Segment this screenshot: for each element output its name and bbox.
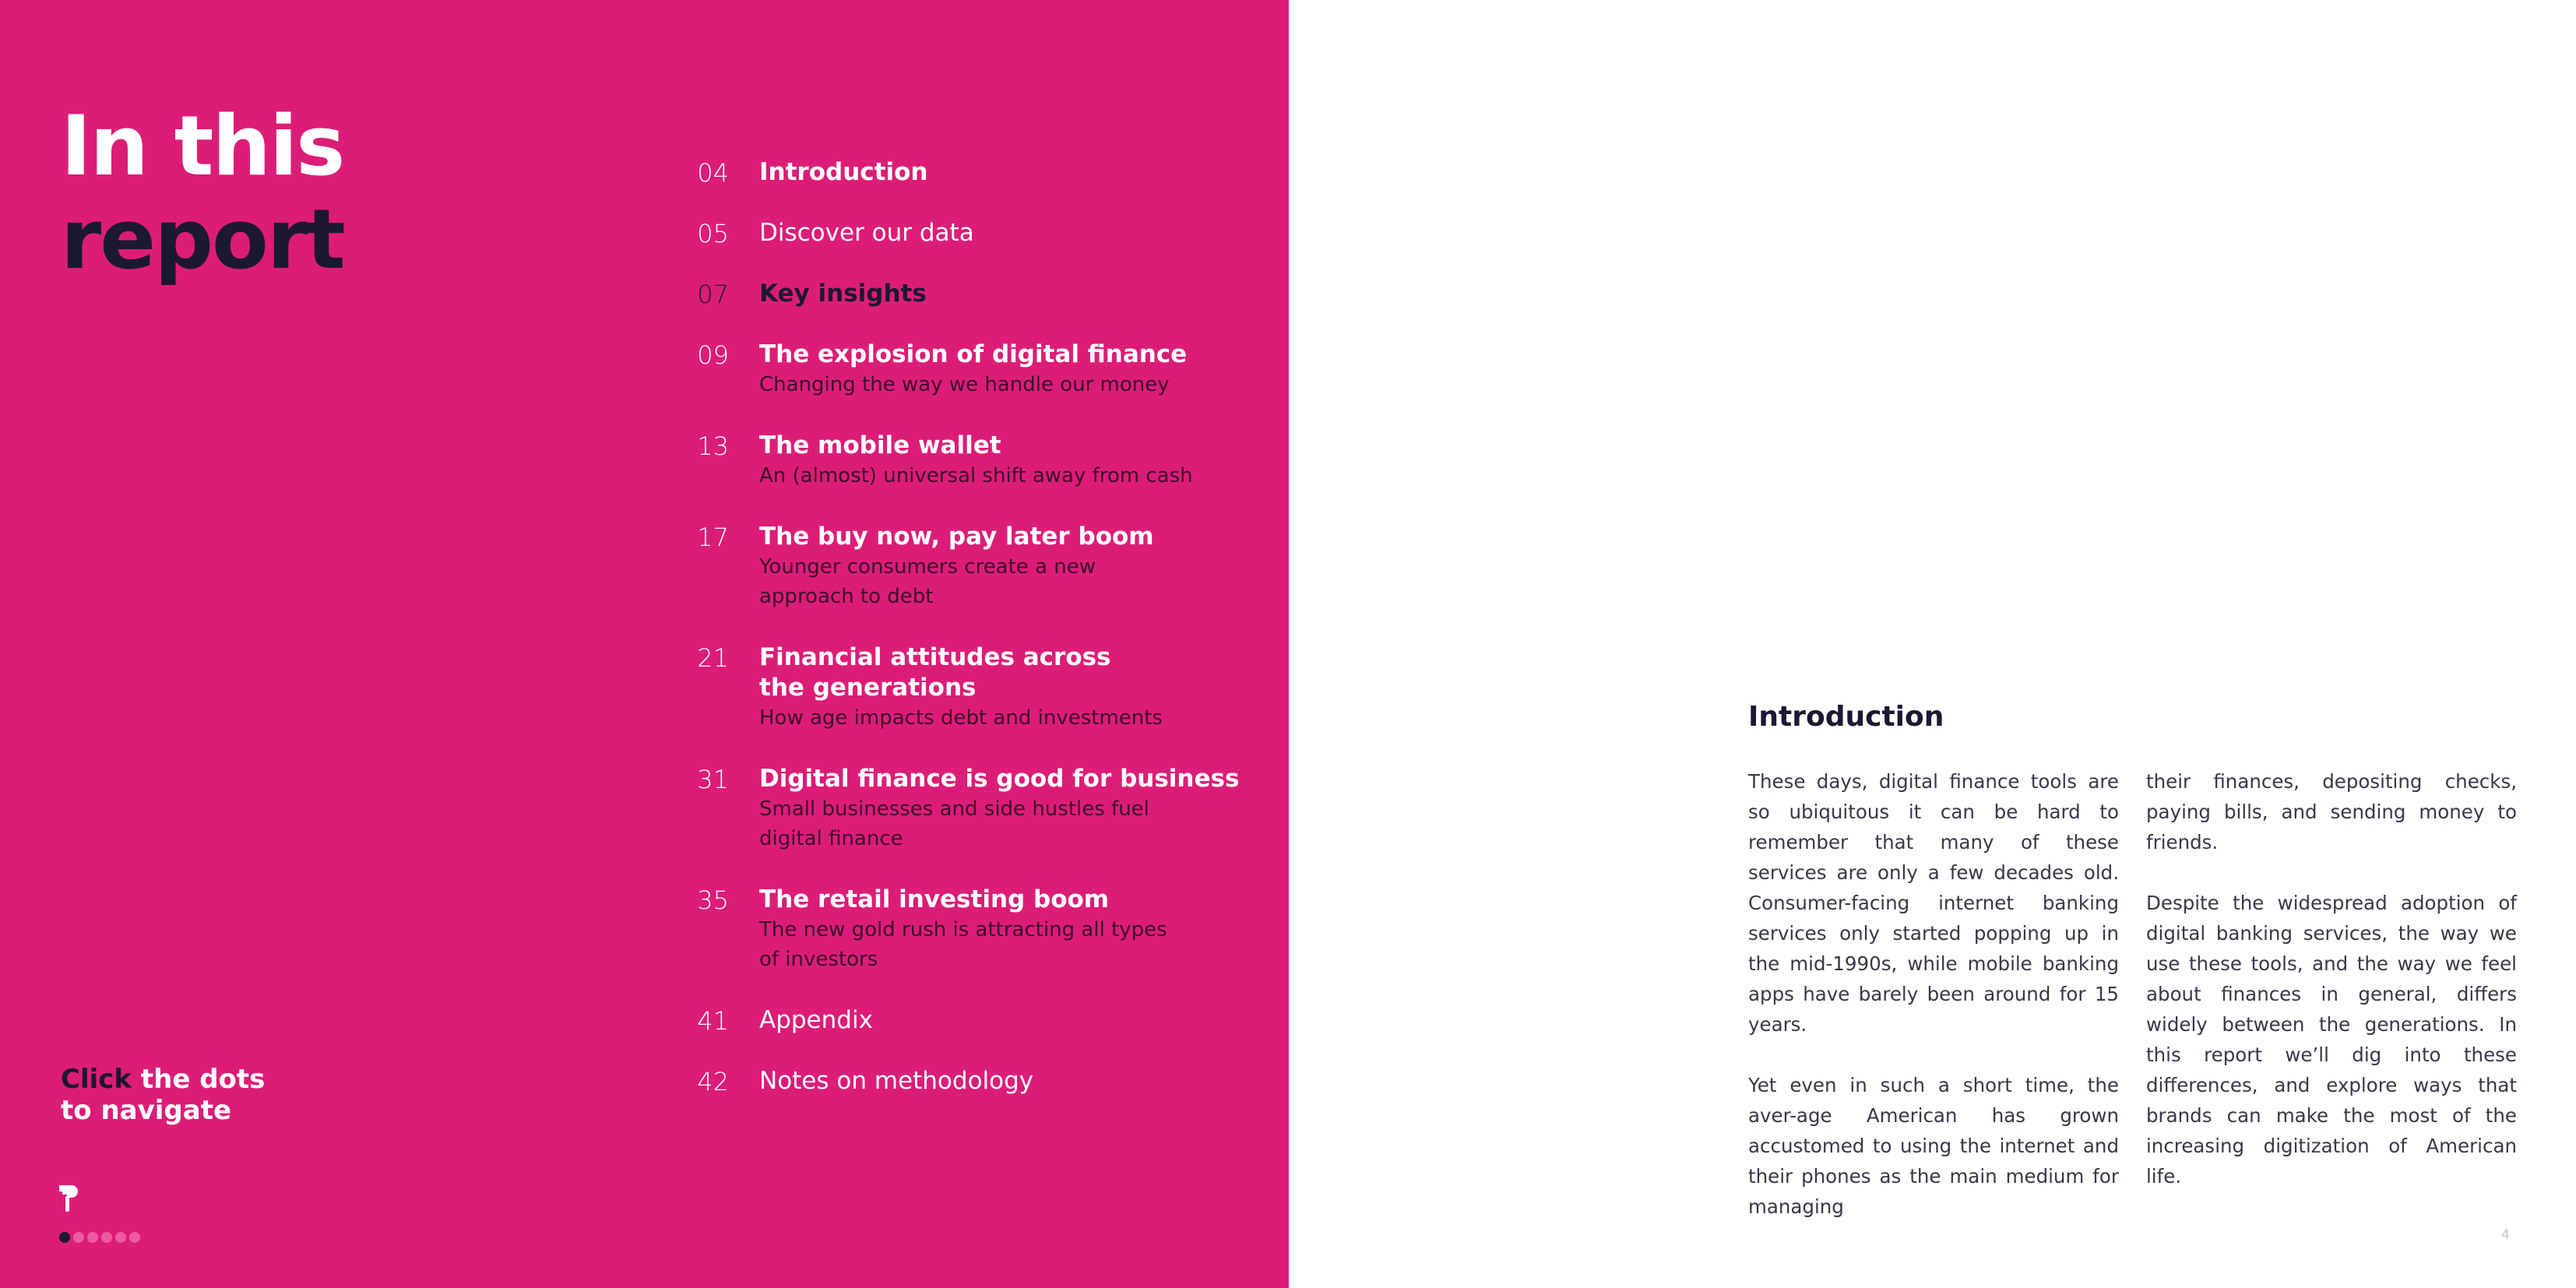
intro-paragraph: their finances, depositing checks, paying bills, and sending money to friends. [2146,770,2517,853]
toc-title: The mobile wallet [759,431,1001,459]
title-line-2: report [61,192,344,287]
nav-hint-click: Click [61,1064,132,1095]
toc-title: Discover our data [759,219,974,247]
toc-subtitle: The new gold rush is attracting all types of investors [759,918,1167,971]
toc-subtitle: Small businesses and side hustles fuel digital finance [759,797,1149,850]
intro-paragraph: Despite the widespread adoption of digital banking services, the way we use these tools, and the way we feel about finances in general, differs widely between the generations. In this report we’ll dig into these differences, and explore ways that brands can make the most of the increasing digitization of American life. [2146,892,2517,1188]
toc-page-number: 35 [697,885,729,915]
toc-text [759,1005,1258,1036]
intro-heading: Introduction [1748,701,1944,733]
nav-dot-3[interactable] [87,1232,98,1243]
toc-text [759,157,1258,188]
toc-text [759,218,1258,248]
toc-page-number: 09 [697,340,729,370]
toc-page-number: 13 [697,431,729,461]
toc-text [759,1066,1258,1096]
toc-page-number: 31 [697,765,729,794]
nav-dot-5[interactable] [115,1232,126,1243]
toc-text [759,522,1258,611]
toc-page-number: 21 [697,643,729,673]
toc-page-number: 41 [697,1006,729,1036]
toc-title: Financial attitudes across the generations [759,643,1111,702]
toc-subtitle: Changing the way we handle our money [759,373,1170,396]
toc-text [759,279,1258,309]
nav-dot-4[interactable] [101,1232,112,1243]
toc-title: The buy now, pay later boom [759,523,1154,551]
toc-text [759,340,1258,399]
toc-page-number: 04 [697,158,729,188]
toc-page-number: 42 [697,1067,729,1096]
page-title [61,100,344,287]
brand-logo-icon [55,1184,79,1215]
toc-title: Appendix [759,1006,873,1034]
nav-hint-line2: to navigate [61,1095,232,1126]
toc-text [759,764,1258,853]
toc-title: Notes on methodology [759,1067,1034,1095]
page-dots-navigation [59,1232,140,1243]
intro-paragraph: These days, digital finance tools are so ubiquitous it can be hard to remember that many of these services are only a few decades old. Consumer-facing internet banking services only started popping up in the mid-1990s, while mobile banking apps have barely been around for 15 years. [1748,770,2119,1036]
toc-subtitle: How age impacts debt and investments [759,706,1163,730]
navigation-hint [61,1064,265,1126]
toc-title: Digital finance is good for business [759,765,1240,793]
toc-title: Key insights [759,280,927,308]
toc-text [759,885,1258,974]
toc-subtitle: An (almost) universal shift away from cash [759,464,1193,487]
nav-hint-rest: the dots [132,1064,266,1095]
toc-title: The explosion of digital finance [759,340,1188,368]
toc-subtitle: Younger consumers create a new approach to debt [759,555,1096,608]
title-line-1: In this [61,98,344,194]
nav-dot-2[interactable] [73,1232,84,1243]
toc-title: Introduction [759,158,928,186]
nav-dot-1[interactable] [59,1232,70,1243]
toc-title: The retail investing boom [759,885,1110,913]
nav-dot-6[interactable] [129,1232,140,1243]
toc-page-number: 05 [697,219,729,248]
intro-column-left [1748,766,2119,1252]
toc-text [759,642,1258,733]
toc-text [759,431,1258,491]
intro-paragraph: Yet even in such a short time, the aver-age American has grown accustomed to using the internet and their phones as the main medium for managing [1748,1074,2119,1218]
toc-page-number: 07 [697,280,729,309]
intro-column-right [2146,766,2517,1222]
toc-page-number: 17 [697,523,729,552]
page-number: 4 [2501,1227,2510,1243]
